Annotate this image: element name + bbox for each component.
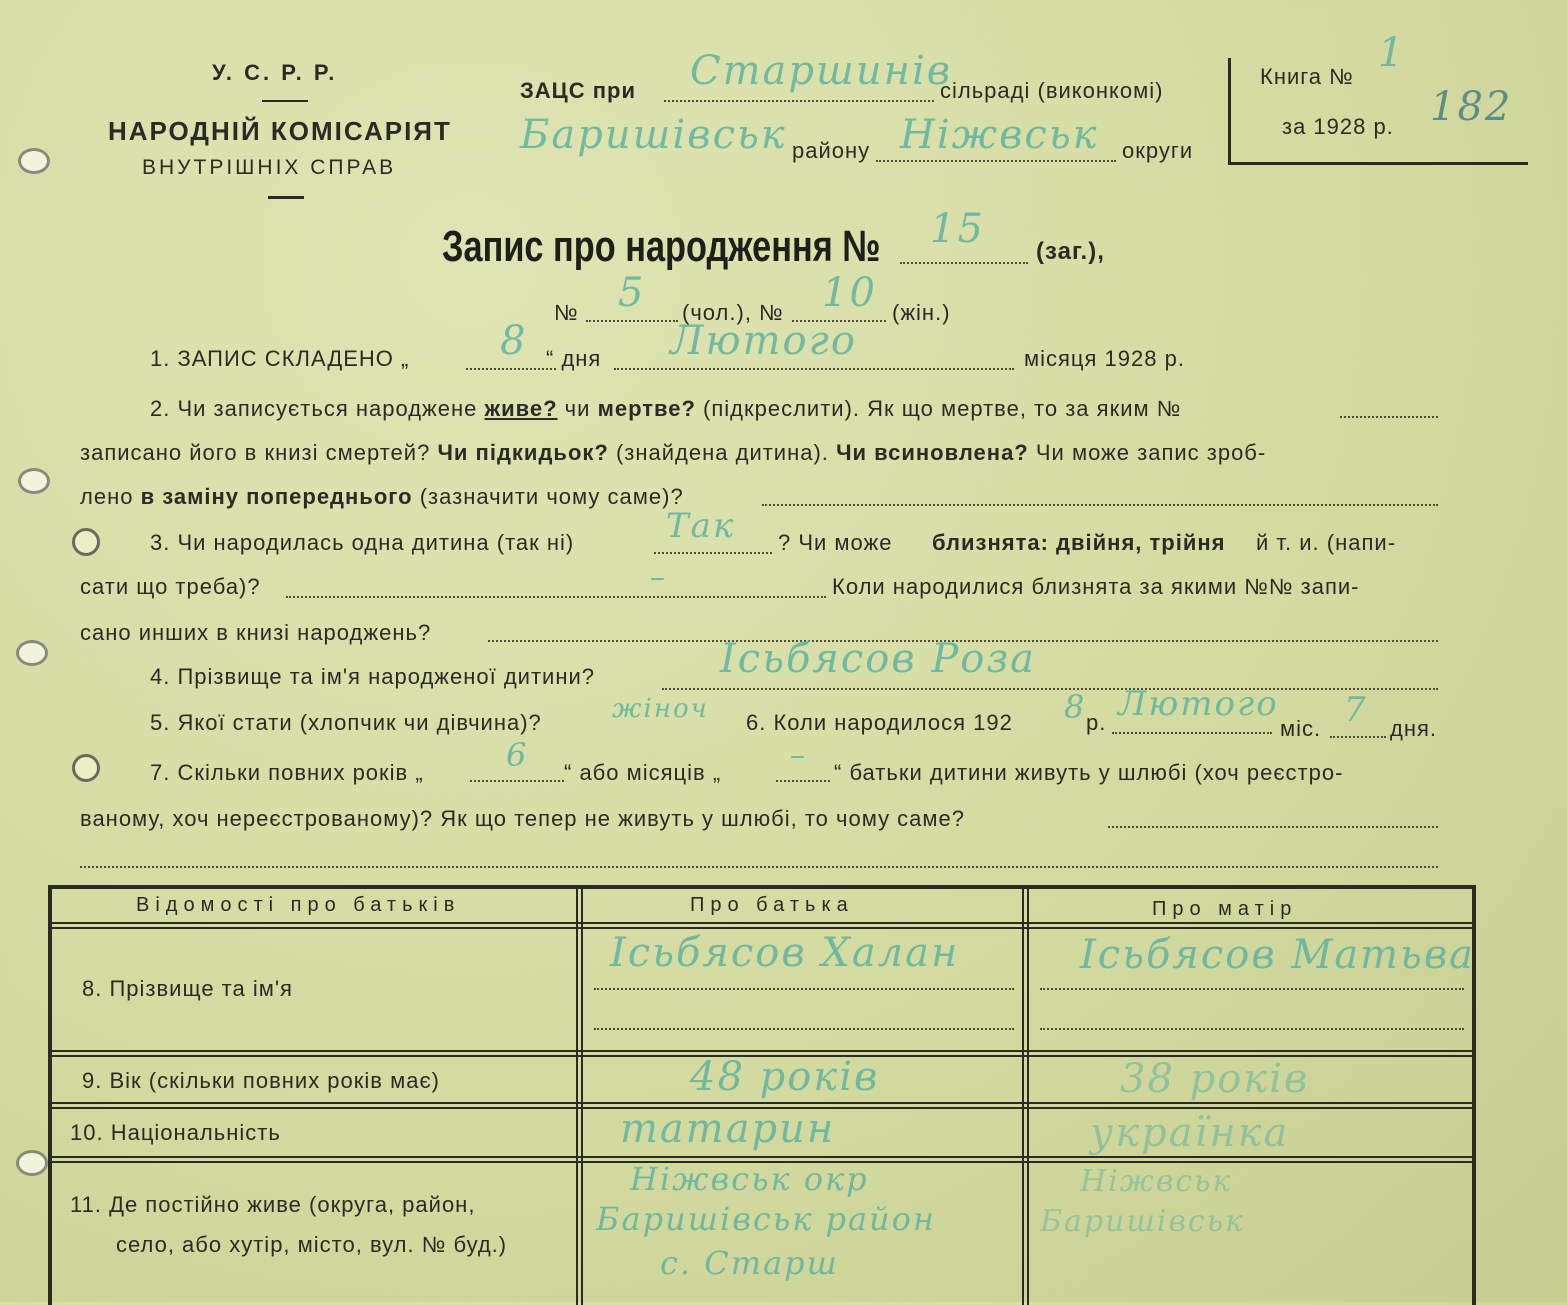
female-number-handwritten: 10 <box>822 270 877 316</box>
general-number-handwritten: 15 <box>930 206 985 252</box>
q3-dash-handwritten: – <box>650 560 667 595</box>
q6-month-handwritten: Лютого <box>1118 684 1279 724</box>
father-residence-handwritten-1: Ніжвськ окр <box>630 1160 869 1198</box>
book-year: за 1928 р. <box>1282 114 1394 139</box>
mother-age-handwritten: 38 років <box>1120 1056 1310 1102</box>
q6-label: 6. Коли народилося 192 <box>746 710 1013 735</box>
dotted-line <box>876 160 1116 162</box>
q6-year-handwritten: 8 <box>1064 688 1087 726</box>
dotted-line <box>776 780 830 782</box>
punch-hole <box>72 528 100 556</box>
q6-day-handwritten: 7 <box>1344 690 1368 730</box>
okrug-handwritten: Ніжвськ <box>900 112 1099 158</box>
mother-name-handwritten: Ісьбясов Матьва <box>1080 932 1475 978</box>
father-nationality-handwritten: татарин <box>620 1106 836 1152</box>
dotted-line <box>594 988 1014 990</box>
q3-answer-handwritten: Так <box>666 506 736 546</box>
q4-label: 4. Прізвище та ім'я народженої дитини? <box>150 664 596 689</box>
male-label: (чол.), № <box>682 300 784 325</box>
dotted-line <box>594 1028 1014 1030</box>
punch-hole <box>18 468 50 494</box>
dotted-line <box>762 504 1438 506</box>
column-divider <box>1027 885 1029 1305</box>
father-age-handwritten: 48 років <box>690 1054 880 1100</box>
row-divider <box>52 1050 1472 1052</box>
q3-line1-b: ? Чи може <box>778 530 893 555</box>
q7-line1-a: 7. Скільки повних років „ <box>150 760 424 785</box>
dotted-line <box>286 596 826 598</box>
table-header-parents: Відомості про батьків <box>136 894 461 916</box>
table-header-mother: Про матір <box>1152 898 1298 920</box>
divider <box>262 100 308 102</box>
father-residence-handwritten-3: с. Старш <box>660 1244 839 1282</box>
row-divider <box>52 1102 1472 1104</box>
mother-residence-handwritten-1: Ніжвськ <box>1080 1164 1233 1199</box>
dotted-line <box>470 780 564 782</box>
q7-line1-b: “ або місяців „ <box>564 760 722 785</box>
book-box-border <box>1228 162 1528 165</box>
dotted-line <box>1040 988 1464 990</box>
q3-line2-a: сати що треба)? <box>80 574 261 599</box>
row-age-label: 9. Вік (скільки повних років має) <box>82 1068 441 1093</box>
dotted-line <box>1040 1028 1464 1030</box>
district-handwritten: Баришівськ <box>520 112 787 158</box>
dotted-line <box>466 368 556 370</box>
row-residence-label-2: село, або хутір, місто, вул. № буд.) <box>116 1232 508 1257</box>
okrug-suffix: округи <box>1122 138 1194 163</box>
q7-line1-c: “ батьки дитини живуть у шлюбі (хоч реєстро- <box>834 760 1344 785</box>
q7-years-handwritten: 6 <box>506 736 529 774</box>
q3-line1-d: й т. и. (напи- <box>1256 530 1397 555</box>
dotted-line <box>662 688 1438 690</box>
column-divider <box>1022 885 1024 1305</box>
book-number-handwritten: 1 <box>1378 30 1406 76</box>
q6-year-suffix: р. <box>1086 710 1107 735</box>
dotted-line <box>586 320 678 322</box>
q3-line2-b: Коли народилися близнята за якими №№ запи- <box>832 574 1360 599</box>
village-council-suffix: сільраді (виконкомі) <box>940 78 1164 103</box>
dotted-line <box>654 552 772 554</box>
book-label: Книга № <box>1260 64 1354 89</box>
q3-line3: сано инших в книзі народжень? <box>80 620 432 645</box>
dotted-line <box>1108 826 1438 828</box>
dotted-line <box>900 262 1028 264</box>
commissariat-name: НАРОДНІЙ КОМІСАРІЯТ <box>108 116 452 146</box>
no-prefix: № <box>554 300 579 325</box>
q2-line3: лено в заміну попереднього (зазначити чому саме)? <box>80 484 684 509</box>
mother-residence-handwritten-2: Баришівськ <box>1040 1204 1245 1239</box>
q4-answer-handwritten: Ісьбясов Роза <box>720 636 1037 682</box>
dotted-line <box>664 100 934 102</box>
q5-answer-handwritten: жіноч <box>612 694 709 724</box>
zags-label: ЗАЦС при <box>520 78 636 103</box>
q7-line2: ваному, хоч нереєстрованому)? Як що тепер не живуть у шлюбі, то чому саме? <box>80 806 966 831</box>
row-divider <box>52 927 1472 929</box>
male-number-handwritten: 5 <box>618 270 646 316</box>
q1-day-suffix: “ дня <box>546 346 602 371</box>
q2-line1: 2. Чи записується народжене живе? чи мертве? (підкреслити). Як що мертве, то за яким № <box>150 396 1182 421</box>
dotted-line <box>80 866 1438 868</box>
village-council-handwritten: Старшинів <box>690 48 953 94</box>
row-residence-label-1: 11. Де постійно живе (округа, район, <box>70 1192 476 1217</box>
row-divider <box>52 1156 1472 1158</box>
dotted-line <box>614 368 1014 370</box>
q1-label: 1. ЗАПИС СКЛАДЕНО „ <box>150 346 410 371</box>
q3-line1-a: 3. Чи народилась одна дитина (так ні) <box>150 530 575 555</box>
column-divider <box>576 885 578 1305</box>
record-title: Запис про народження № <box>442 222 881 271</box>
row-divider <box>52 922 1472 924</box>
dotted-line <box>1340 416 1438 418</box>
divider <box>268 196 304 199</box>
row-nationality-label: 10. Національність <box>70 1120 281 1145</box>
general-suffix: (заг.), <box>1036 238 1105 265</box>
department-name: ВНУТРІШНІХ СПРАВ <box>142 156 397 179</box>
q7-months-handwritten: – <box>790 738 807 773</box>
q1-day-handwritten: 8 <box>500 318 528 364</box>
father-name-handwritten: Ісьбясов Халан <box>610 930 960 976</box>
punch-hole <box>18 148 50 174</box>
punch-hole <box>16 1150 48 1176</box>
q1-month-handwritten: Лютого <box>670 318 857 364</box>
table-header-father: Про батька <box>690 894 854 916</box>
book-box-border <box>1228 58 1231 164</box>
mother-nationality-handwritten: українка <box>1090 1110 1290 1156</box>
row-name-label: 8. Прізвище та ім'я <box>82 976 293 1001</box>
q6-day-suffix: дня. <box>1390 716 1438 741</box>
q5-label: 5. Якої стати (хлопчик чи дівчина)? <box>150 710 542 735</box>
dotted-line <box>1330 736 1386 738</box>
page-number-handwritten: 182 <box>1430 84 1513 130</box>
father-residence-handwritten-2: Баришівськ район <box>596 1200 936 1238</box>
column-divider <box>581 885 583 1305</box>
state-name: У. С. Р. Р. <box>212 60 338 85</box>
punch-hole <box>72 754 100 782</box>
district-suffix: району <box>792 138 871 163</box>
dotted-line <box>1112 732 1272 734</box>
q2-line2: записано його в книзі смертей? Чи підкидьок? (знайдена дитина). Чи всиновлена? Чи може запис зроб- <box>80 440 1267 465</box>
punch-hole <box>16 640 48 666</box>
female-label: (жін.) <box>892 300 951 325</box>
q3-line1-c: близнята: двійня, трійня <box>932 530 1226 555</box>
q1-month-suffix: місяця 1928 р. <box>1024 346 1185 371</box>
q6-month-suffix: міс. <box>1280 716 1322 741</box>
